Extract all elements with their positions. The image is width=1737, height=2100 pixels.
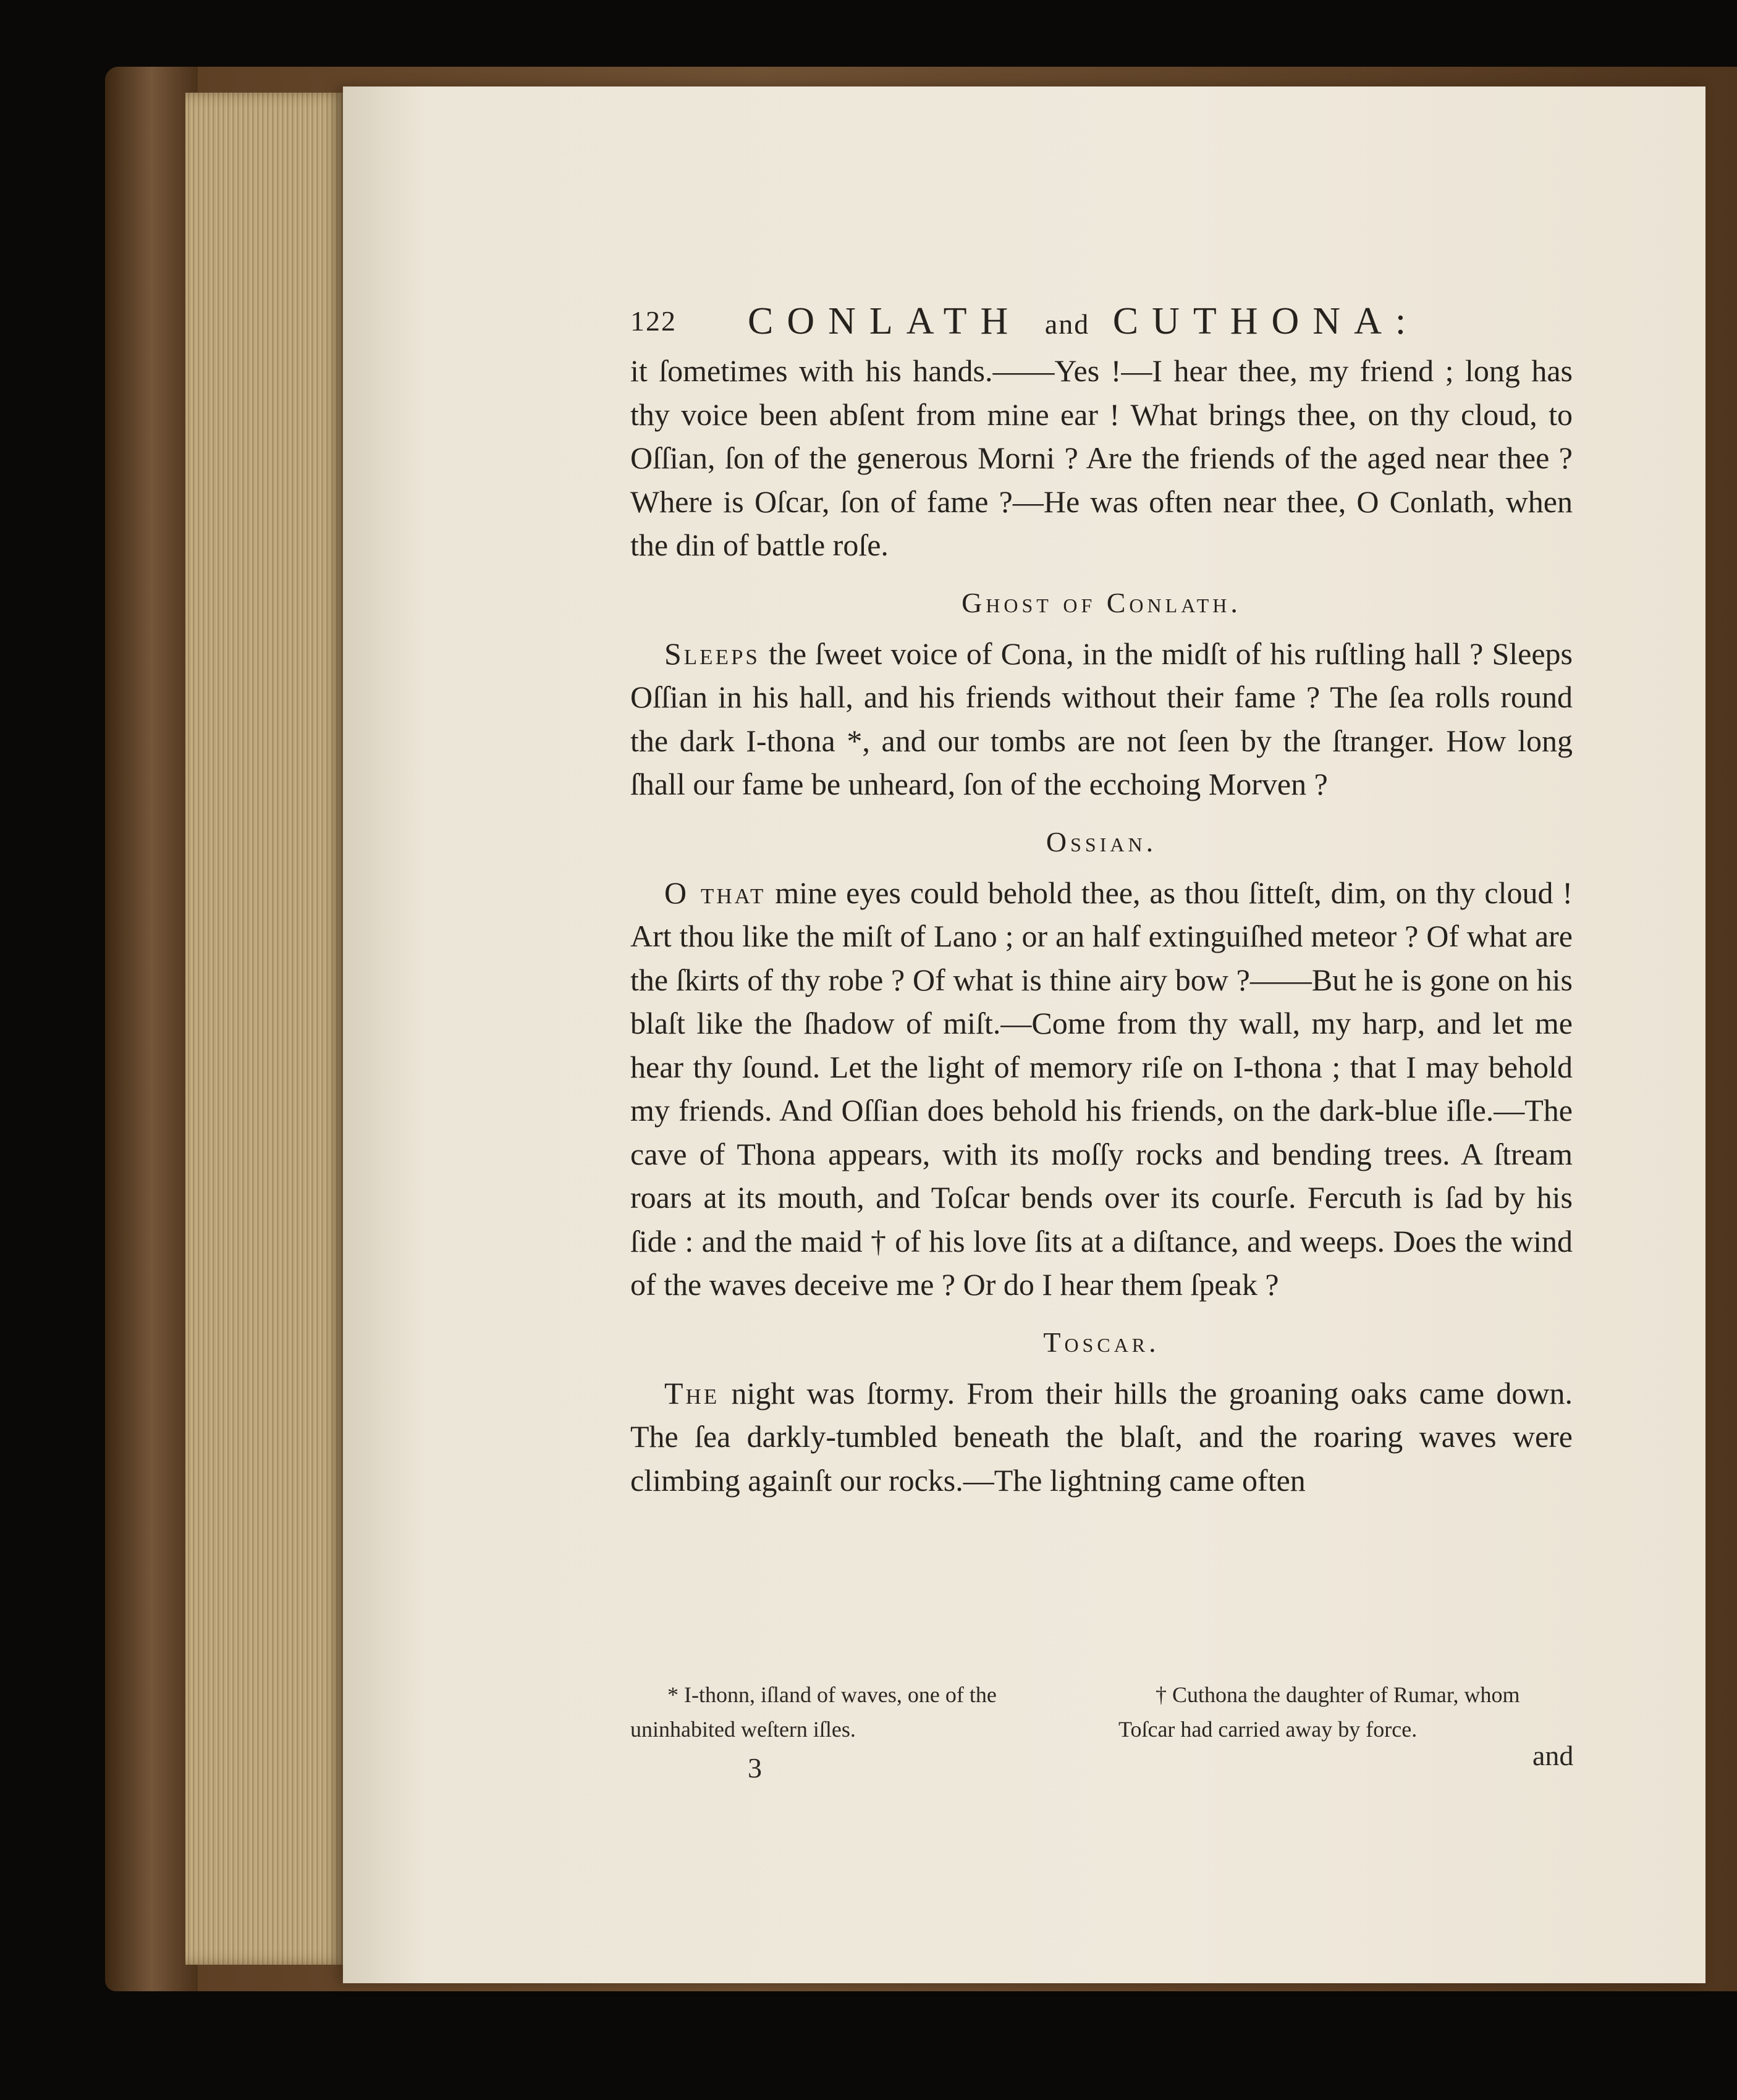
running-title <box>748 300 1419 344</box>
page-content <box>630 300 1573 1502</box>
body-text <box>630 349 1573 1502</box>
page-number: 122 <box>630 305 677 337</box>
speech-text: the ſweet voice of Cona, in the midſt of his ruſtling hall ? Sleeps Oſſian in his hall, and his friends without their fame ? The ſea rolls round the dark I-thona *, and our tombs are not ſeen by the ſtranger. How long ſhall our fame be unheard, ſon of the ecchoing Morven ? <box>630 636 1573 801</box>
speech-paragraph <box>630 871 1573 1307</box>
speaker-heading: Toscar. <box>1043 1326 1160 1358</box>
book-binding <box>105 67 198 1991</box>
speech-paragraph <box>630 1372 1573 1503</box>
running-title-and: and <box>1044 308 1090 340</box>
lead-word: Sleeps <box>664 636 760 671</box>
speaker-heading: Ghost of Conlath. <box>961 586 1241 618</box>
catchword: and <box>1532 1740 1574 1771</box>
footnote-cuthona: † Cuthona the daughter of Rumar, whom Toſcar had carried away by force. <box>1118 1682 1520 1742</box>
opening-paragraph: it ſometimes with his hands.——Yes !—I hear thee, my friend ; long has thy voice been abſent from mine ear ! What brings thee, on thy cloud, to Oſſian, ſon of the generous Morni ? Are the friends of the aged near thee ? Where is Oſcar, ſon of fame ?—He was often near thee, O Conlath, when the din of battle roſe. <box>630 353 1573 562</box>
signature-mark: 3 <box>748 1752 762 1784</box>
lead-word: O that <box>664 875 766 910</box>
page-edges <box>185 93 347 1965</box>
speaker-heading: Ossian. <box>1046 825 1157 858</box>
footnotes <box>630 1677 1576 1747</box>
running-title-part1: CONLATH <box>748 300 1022 342</box>
footnote-ithona: * I-thonn, iſland of waves, one of the uninhabited weſtern iſles. <box>630 1682 997 1742</box>
running-title-part2: CUTHONA: <box>1112 300 1420 342</box>
running-head <box>630 300 1573 349</box>
speech-paragraph <box>630 632 1573 806</box>
lead-word: The <box>664 1375 720 1411</box>
speech-text: night was ſtormy. From their hills the groaning oaks came down. The ſea darkly-tumbled beneath the blaſt, and the roaring waves were climbing againſt our rocks.—The lightning came often <box>630 1375 1573 1498</box>
speech-text: mine eyes could behold thee, as thou ſitteſt, dim, on thy cloud ! Art thou like the miſt of Lano ; or an half extinguiſhed meteor ? Of what are the ſkirts of thy robe ? Of what is thine airy bow ?——But he is gone on his blaſt like the ſhadow of miſt.—Come from thy wall, my harp, and let me hear thy ſound. Let the light of memory riſe on I-thona ; that I may behold my friends. And Oſſian does behold his friends, on the dark-blue iſle.—The cave of Thona appears, with its moſſy rocks and bending trees. A ſtream roars at its mouth, and Toſcar bends over its courſe. Fercuth is ſad by his ſide : and the maid † of his love ſits at a diſtance, and weeps. Does the wind of the waves deceive me ? Or do I hear them ſpeak ? <box>630 875 1573 1302</box>
